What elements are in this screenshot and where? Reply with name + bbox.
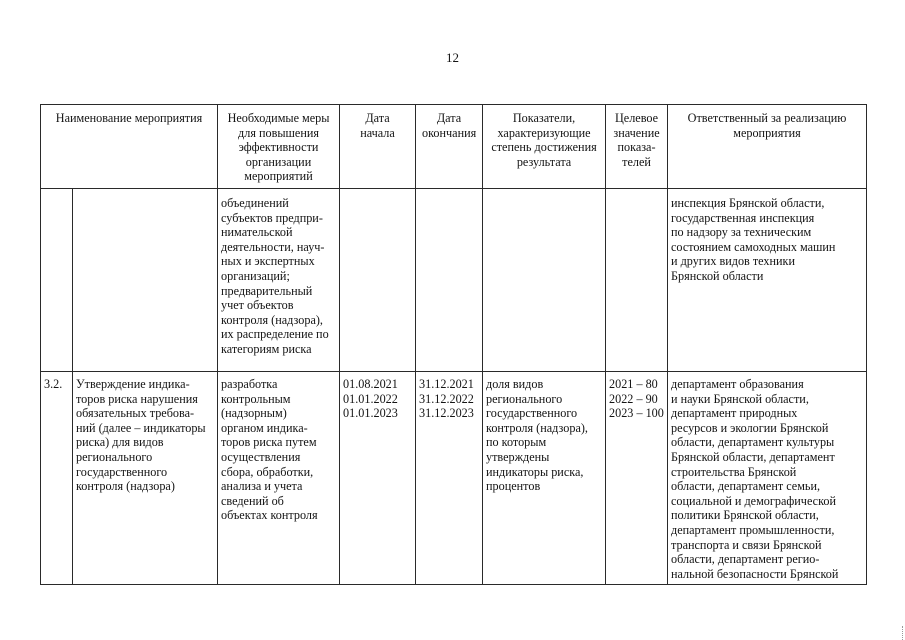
event-name-cell <box>73 372 218 585</box>
header-event-name-text: Наименование мероприятия <box>55 111 203 125</box>
target-cell <box>606 372 668 585</box>
end-date-cell <box>416 372 483 585</box>
responsible-cell <box>668 189 867 372</box>
header-responsible <box>668 105 867 189</box>
end-date-cell <box>416 189 483 372</box>
measures-text: объединений субъектов предпри- нимательской деятельности, науч- ных и экспертных организаций; предварительный учет объектов контроля (надзора), их распределение по категориям риска <box>221 196 329 356</box>
event-name: Утверждение индика- торов риска нарушения обязательных требова- ний (далее – индикаторы риска) для видов регионального государственного контроля (надзора) <box>76 377 206 494</box>
header-target-text: Целевое значение показа- телей <box>613 111 660 169</box>
header-end-date <box>416 105 483 189</box>
header-indicators-text: Показатели, характеризующие степень достижения результата <box>491 111 597 169</box>
event-name-cell <box>73 189 218 372</box>
target-values: 2021 – 80 2022 – 90 2023 – 100 <box>609 377 664 421</box>
responsible-cell <box>668 372 867 585</box>
table-row <box>41 189 867 372</box>
indicators-cell <box>483 372 606 585</box>
end-dates: 31.12.2021 31.12.2022 31.12.2023 <box>419 377 474 421</box>
indicators-cell <box>483 189 606 372</box>
table-header-row <box>41 105 867 189</box>
header-start-date <box>340 105 416 189</box>
start-date-cell <box>340 189 416 372</box>
header-event-name <box>41 105 218 189</box>
row-number: 3.2. <box>44 377 63 391</box>
table-row <box>41 372 867 585</box>
header-measures <box>218 105 340 189</box>
responsible-text: инспекция Брянской области, государственная инспекция по надзору за техническим состоянием самоходных машин и других видов техники Брянской области <box>671 196 836 283</box>
header-target <box>606 105 668 189</box>
page-number: 12 <box>446 50 459 65</box>
measures-text: разработка контрольным (надзорным) органом индика- торов риска путем осуществления сбора, обработки, анализа и учета сведений об объектах контроля <box>221 377 318 523</box>
start-dates: 01.08.2021 01.01.2022 01.01.2023 <box>343 377 398 421</box>
target-cell <box>606 189 668 372</box>
indicators-text: доля видов регионального государственного контроля (надзора), по которым утверждены индикаторы риска, процентов <box>486 377 588 494</box>
header-responsible-text: Ответственный за реализацию мероприятия <box>687 111 847 140</box>
measures-table <box>40 104 867 585</box>
header-indicators <box>483 105 606 189</box>
measures-cell <box>218 372 340 585</box>
responsible-text: департамент образования и науки Брянской области, департамент природных ресурсов и экологии Брянской области, департамент культуры Брянской области, департамент строительства Брянской области, департамент семьи, социальной и демографической политики Брянской области, департамент промышленности, транспорта и связи Брянской области, департамент регио- нальной безопасности Брянской <box>671 377 839 581</box>
measures-cell <box>218 189 340 372</box>
row-number-cell <box>41 372 73 585</box>
header-measures-text: Необходимые меры для повышения эффективности организации мероприятий <box>227 111 330 184</box>
header-end-date-text: Дата окончания <box>422 111 477 140</box>
row-number-cell <box>41 189 73 372</box>
start-date-cell <box>340 372 416 585</box>
header-start-date-text: Дата начала <box>360 111 395 140</box>
